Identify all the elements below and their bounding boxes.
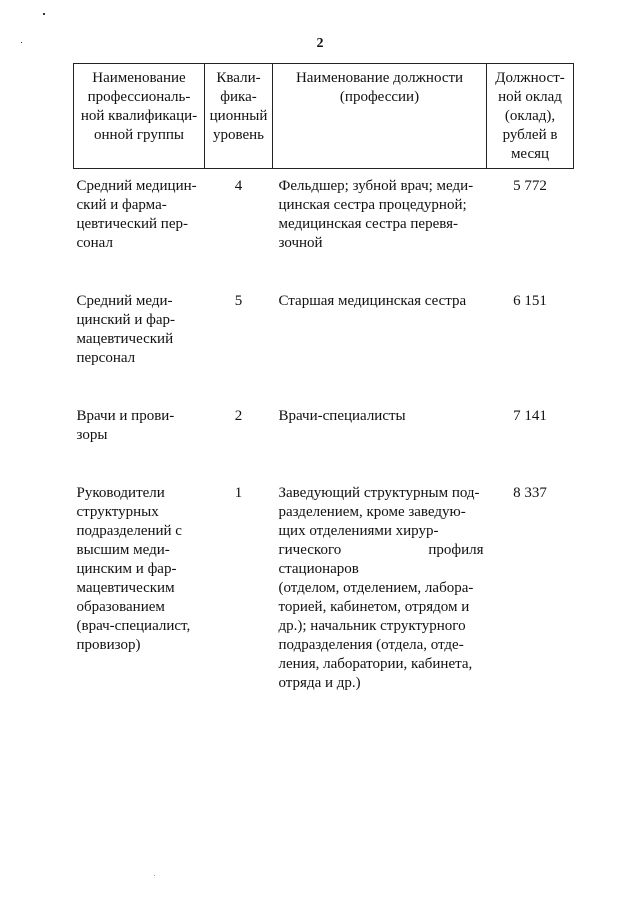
cell-salary: 6 151	[513, 293, 547, 309]
cell-level: 4	[234, 178, 243, 194]
cell-title: Старшая медицинская сестра	[278, 293, 467, 309]
table-row	[74, 368, 574, 445]
scan-speck	[154, 875, 155, 876]
page-number: 2	[316, 36, 324, 51]
cell-group: Средний медицин- ский и фарма- цевтический пер- сонал	[76, 178, 197, 251]
table-row	[74, 169, 574, 254]
cell-salary: 5 772	[513, 178, 547, 194]
cell-salary: 7 141	[513, 408, 547, 424]
cell-title: Врачи-специалисты	[278, 408, 406, 424]
salary-table	[73, 63, 574, 693]
cell-title: Фельдшер; зубной врач; меди- цинская сестра процедурной; медицинская сестра перевя- зочной	[278, 178, 474, 251]
cell-group: Средний меди- цинский и фар- мацевтический персонал	[76, 293, 175, 366]
cell-salary: 8 337	[513, 485, 547, 501]
header-level: Квали- фика- ционный уровень	[205, 64, 273, 169]
table-row	[74, 445, 574, 693]
table-header	[74, 64, 574, 169]
cell-group: Руководители структурных подразделений с высшим меди- цинским и фар- мацевтическим образованием (врач-специалист, провизор)	[76, 485, 191, 653]
cell-title: Заведующий структурным под- разделением, кроме заведую- щих отделениями хирур- гического профиля стационаров (отделом, отделением, лабора- торией, кабинетом, отрядом и др.); начальник структурного подразделения (отдела, отде- ления, лаборатории, кабинета, отряда и др.)	[278, 485, 484, 691]
cell-group: Врачи и прови- зоры	[76, 408, 175, 443]
header-salary: Должност- ной оклад (оклад), рублей в месяц	[487, 64, 574, 169]
scan-speck	[43, 13, 45, 15]
header-title: Наименование должности (профессии)	[273, 64, 487, 169]
cell-level: 1	[234, 485, 243, 501]
cell-level: 2	[234, 408, 243, 424]
cell-level: 5	[234, 293, 243, 309]
header-group: Наименование профессиональ- ной квалификаци- онной группы	[74, 64, 205, 169]
table-row	[74, 253, 574, 368]
